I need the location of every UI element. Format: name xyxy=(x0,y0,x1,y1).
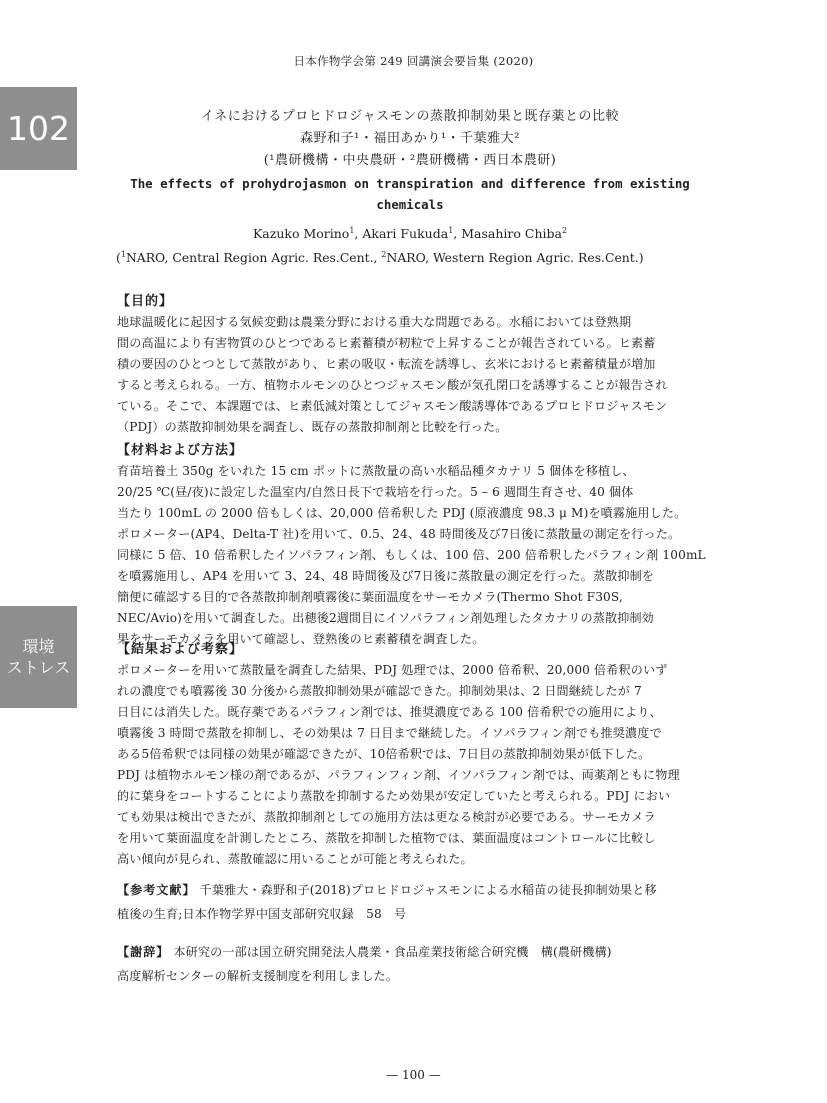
body-line: ポロメーターを用いて蒸散量を調査した結果、PDJ 処理では、2000 倍希釈、20,000 倍希釈のいず xyxy=(117,663,668,677)
body-line: 簡便に確認する目的で各蒸散抑制剤噴霧後に葉面温度をサーモカメラ(Thermo Shot F30S, xyxy=(117,590,623,604)
abstract-number-tab: 102 xyxy=(0,87,77,170)
body-line: 地球温暖化に起因する気候変動は農業分野における重大な問題である。水稲においては登熟期 xyxy=(117,315,632,329)
body-line: 間の高温により有害物質のひとつであるヒ素蓄積が籾粒で上昇することが報告されている。ヒ素蓄 xyxy=(117,336,656,350)
section-heading: 【結果および考察】 xyxy=(117,642,244,657)
affiliation-open-paren: ( xyxy=(116,250,121,265)
author-name: Kazuko Morino xyxy=(252,226,350,241)
body-line: 育苗培養土 350g をいれた 15 cm ポットに蒸散量の高い水稲品種タカナリ 5 個体を移植し、 xyxy=(117,464,635,478)
body-line: ある5倍希釈では同様の効果が確認できたが、10倍希釈では、7日目の蒸散抑制効果が低下した。 xyxy=(117,747,651,761)
author-affiliation-mark: 1 xyxy=(448,225,454,235)
acknowledgments-heading: 【謝辞】 xyxy=(117,945,170,959)
author-affiliation-mark: 1 xyxy=(349,225,355,235)
author-name: Masahiro Chiba xyxy=(461,226,562,241)
section-results xyxy=(117,640,727,870)
body-line: ポロメーター(AP4、Delta-T 社)を用いて、0.5、24、48 時間後及び7日後に蒸散量の測定を行った。 xyxy=(117,527,681,541)
section-heading: 【目的】 xyxy=(117,294,174,309)
affiliation-part: NARO, Western Region Agric. Res.Cent.) xyxy=(386,250,644,265)
affiliation-japanese: (¹農研機構・中央農研・²農研機構・西日本農研) xyxy=(263,153,557,168)
body-line: 的に葉身をコートすることにより蒸散を抑制するため効果が安定していたと考えられる。PDJ におい xyxy=(117,789,671,803)
proceedings-header: 日本作物学会第 249 回講演会要旨集 (2020) xyxy=(293,54,534,68)
section-body xyxy=(117,312,727,438)
body-line: 果をサーモカメラを用いて確認し、登熟後のヒ素蓄積を調査した。 xyxy=(117,632,485,646)
section-purpose xyxy=(117,292,727,438)
acknowledgments-text: 高度解析センターの解析支援制度を利用しました。 xyxy=(117,969,399,983)
section-methods xyxy=(117,441,727,650)
body-line: 日目には消失した。既存薬であるパラフィン剤では、推奨濃度である 100 倍希釈での施用により、 xyxy=(117,705,662,719)
section-body xyxy=(117,660,727,870)
body-line: NEC/Avio)を用いて調査した。出穂後2週間目にイソパラフィン剤処理したタカナリの蒸散抑制効 xyxy=(117,611,654,625)
affiliation-mark: 1 xyxy=(120,249,126,259)
body-line: 積の要因のひとつとして蒸散があり、ヒ素の吸収・転流を誘導し、玄米におけるヒ素蓄積量が増加 xyxy=(117,357,656,371)
topic-tab xyxy=(0,606,77,708)
body-line: PDJ は植物ホルモン様の剤であるが、パラフィンフィン剤、イソパラフィン剤では、両薬剤ともに物理 xyxy=(117,768,680,782)
title-english-line: The effects of prohydrojasmon on transpiration and difference from existing xyxy=(130,176,690,191)
body-line: すると考えられる。一方、植物ホルモンのひとつジャスモン酸が気孔閉口を誘導することが報告され xyxy=(117,378,668,392)
reference-text: 千葉雅大・森野和子(2018)プロヒドロジャスモンによる水稲苗の徒長抑制効果と移 xyxy=(195,883,657,897)
acknowledgments-text: 本研究の一部は国立研究開発法人農業・食品産業技術総合研究機 構(農研機構) xyxy=(169,945,612,959)
title-block xyxy=(110,106,710,215)
body-line: 当たり 100mL の 2000 倍もしくは、20,000 倍希釈した PDJ (原液濃度 98.3 μ M)を噴霧施用した。 xyxy=(117,506,687,520)
authors-english: Kazuko Morino$^1$, Akari Fukuda$^1$, Masahiro Chiba$^2$ xyxy=(252,225,568,241)
body-line: ている。そこで、本課題では、ヒ素低減対策としてジャスモン酸誘導体であるプロヒドロジャスモン xyxy=(117,399,668,413)
page-number: — 100 — xyxy=(386,1068,441,1082)
affiliation-english xyxy=(116,250,644,265)
author-name: Akari Fukuda xyxy=(362,226,449,241)
references-heading: 【参考文献】 xyxy=(117,883,196,897)
section-body xyxy=(117,461,727,650)
body-line: 高い傾向が見られ、蒸散確認に用いることが可能と考えられた。 xyxy=(117,852,473,866)
title-japanese: イネにおけるプロヒドロジャスモンの蒸散抑制効果と既存薬との比較 xyxy=(200,109,620,124)
body-line: （PDJ）の蒸散抑制効果を調査し、既存の蒸散抑制剤と比較を行った。 xyxy=(117,420,508,434)
affiliation-mark: 2 xyxy=(381,249,387,259)
body-line: 20/25 ℃(昼/夜)に設定した温室内/自然日長下で栽培を行った。5 – 6 週間生育させ、40 個体 xyxy=(117,485,634,499)
section-acknowledgments xyxy=(117,942,727,987)
topic-tab-line: 環境 xyxy=(22,637,55,656)
body-line: れの濃度でも噴霧後 30 分後から蒸散抑制効果が確認できた。抑制効果は、2 日間継続したが 7 xyxy=(117,684,642,698)
authors-japanese: 森野和子¹・福田あかり¹・千葉雅大² xyxy=(300,131,520,146)
body-line: ても効果は検出できたが、蒸散抑制剤としての施用方法は更なる検討が必要である。サーモカメラ xyxy=(117,810,656,824)
affiliation-part: NARO, Central Region Agric. Res.Cent., xyxy=(125,250,382,265)
body-line: 同様に 5 倍、10 倍希釈したイソパラフィン剤、もしくは、100 倍、200 倍希釈したパラフィン剤 100mL xyxy=(117,548,706,562)
body-line: を用いて葉面温度を計測したところ、蒸散を抑制した植物では、葉面温度はコントロールに比較し xyxy=(117,831,656,845)
author-affiliation-mark: 2 xyxy=(561,225,568,235)
title-english xyxy=(110,173,710,215)
body-line: 噴霧後 3 時間で蒸散を抑制し、その効果は 7 日目まで継続した。イソパラフィン剤でも推奨濃度で xyxy=(117,726,662,740)
topic-tab-line: ストレス xyxy=(6,658,71,677)
section-heading: 【材料および方法】 xyxy=(117,443,244,458)
title-english-line: chemicals xyxy=(376,197,444,212)
body-line: を噴霧施用し、AP4 を用いて 3、24、48 時間後及び7日後に蒸散量の測定を行った。蒸散抑制を xyxy=(117,569,655,583)
reference-text: 植後の生育;日本作物学界中国支部研究収録 58 号 xyxy=(117,907,407,921)
section-references xyxy=(117,880,727,925)
